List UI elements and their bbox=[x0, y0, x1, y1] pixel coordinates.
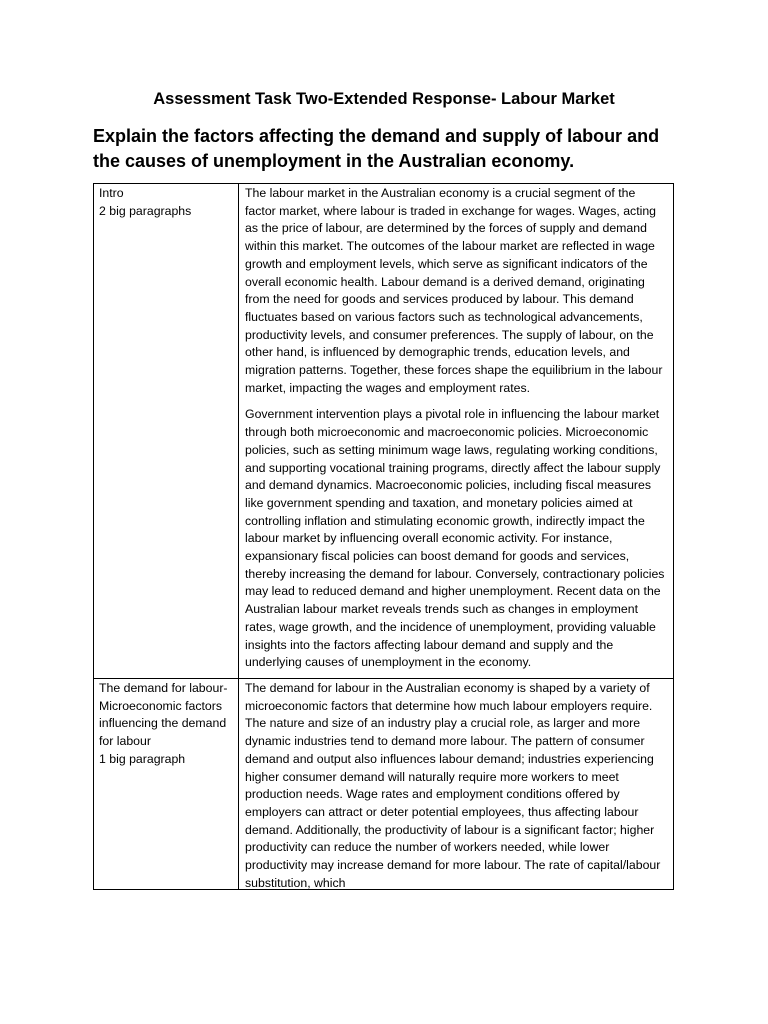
section-label-cell bbox=[94, 184, 239, 679]
demand-content-wrapper bbox=[245, 680, 667, 889]
table-row-demand bbox=[94, 678, 674, 889]
demand-paragraph-1: The demand for labour in the Australian economy is shaped by a variety of microeconomic factors that determine how much labour employers require. The nature and size of an industry play a crucial role, as larger and more dynamic industries tend to demand more labour. The pattern of consumer demand and output also influences labour demand; industries experiencing higher consumer demand will naturally require more workers to meet production needs. Wage rates and employment conditions offered by employers can attract or deter potential employees, thus affecting labour demand. Additionally, the productivity of labour is a significant factor; higher productivity can reduce the number of workers needed, while lower productivity may increase demand for more labour. The rate of capital/labour substitution, which bbox=[245, 680, 661, 889]
table-row-intro bbox=[94, 184, 674, 679]
intro-paragraph-1: The labour market in the Australian economy is a crucial segment of the factor market, where labour is traded in exchange for wages. Wages, acting as the price of labour, are determined by the forces of supply and demand within this market. The outcomes of the labour market are reflected in wage growth and employment levels, which serve as significant indicators of the overall economic health. Labour demand is a derived demand, originating from the need for goods and services produced by labour. This demand fluctuates based on various factors such as technological advancements, productivity levels, and consumer preferences. The supply of labour, on the other hand, is influenced by demographic trends, education levels, and migration patterns. Together, these forces shape the equilibrium in the labour market, impacting the wages and employment rates. bbox=[245, 186, 663, 395]
section-content-cell bbox=[239, 678, 674, 889]
response-table bbox=[93, 183, 674, 890]
section-label-cell bbox=[94, 678, 239, 889]
document-title: Assessment Task Two-Extended Response- Labour Market bbox=[153, 90, 615, 108]
section-content-cell bbox=[239, 184, 674, 679]
section-guidance: 2 big paragraphs bbox=[99, 203, 192, 218]
section-guidance: 1 big paragraph bbox=[99, 751, 186, 766]
section-title: The demand for labour-Microeconomic factors influencing the demand for labour bbox=[99, 680, 228, 749]
intro-paragraph-2: Government intervention plays a pivotal role in influencing the labour market through both microeconomic and macroeconomic policies. Microeconomic policies, such as setting minimum wage laws, regulating working conditions, and supporting vocational training programs, directly affect the labour supply and demand dynamics. Macroeconomic policies, including fiscal measures like government spending and taxation, and monetary policies aimed at controlling inflation and stimulating economic growth, indirectly impact the labour market by influencing overall economic activity. For instance, expansionary fiscal policies can boost demand for goods and services, thereby increasing the demand for labour. Conversely, contractionary policies may lead to reduced demand and higher unemployment. Recent data on the Australian labour market reveals trends such as changes in employment rates, wage growth, and the incidence of unemployment, providing valuable insights into the factors affecting labour demand and supply and the underlying causes of unemployment in the economy. bbox=[245, 407, 665, 670]
section-title: Intro bbox=[99, 186, 124, 200]
essay-question: Explain the factors affecting the demand and supply of labour and the causes of unemployment in the Australian economy. bbox=[93, 126, 660, 171]
